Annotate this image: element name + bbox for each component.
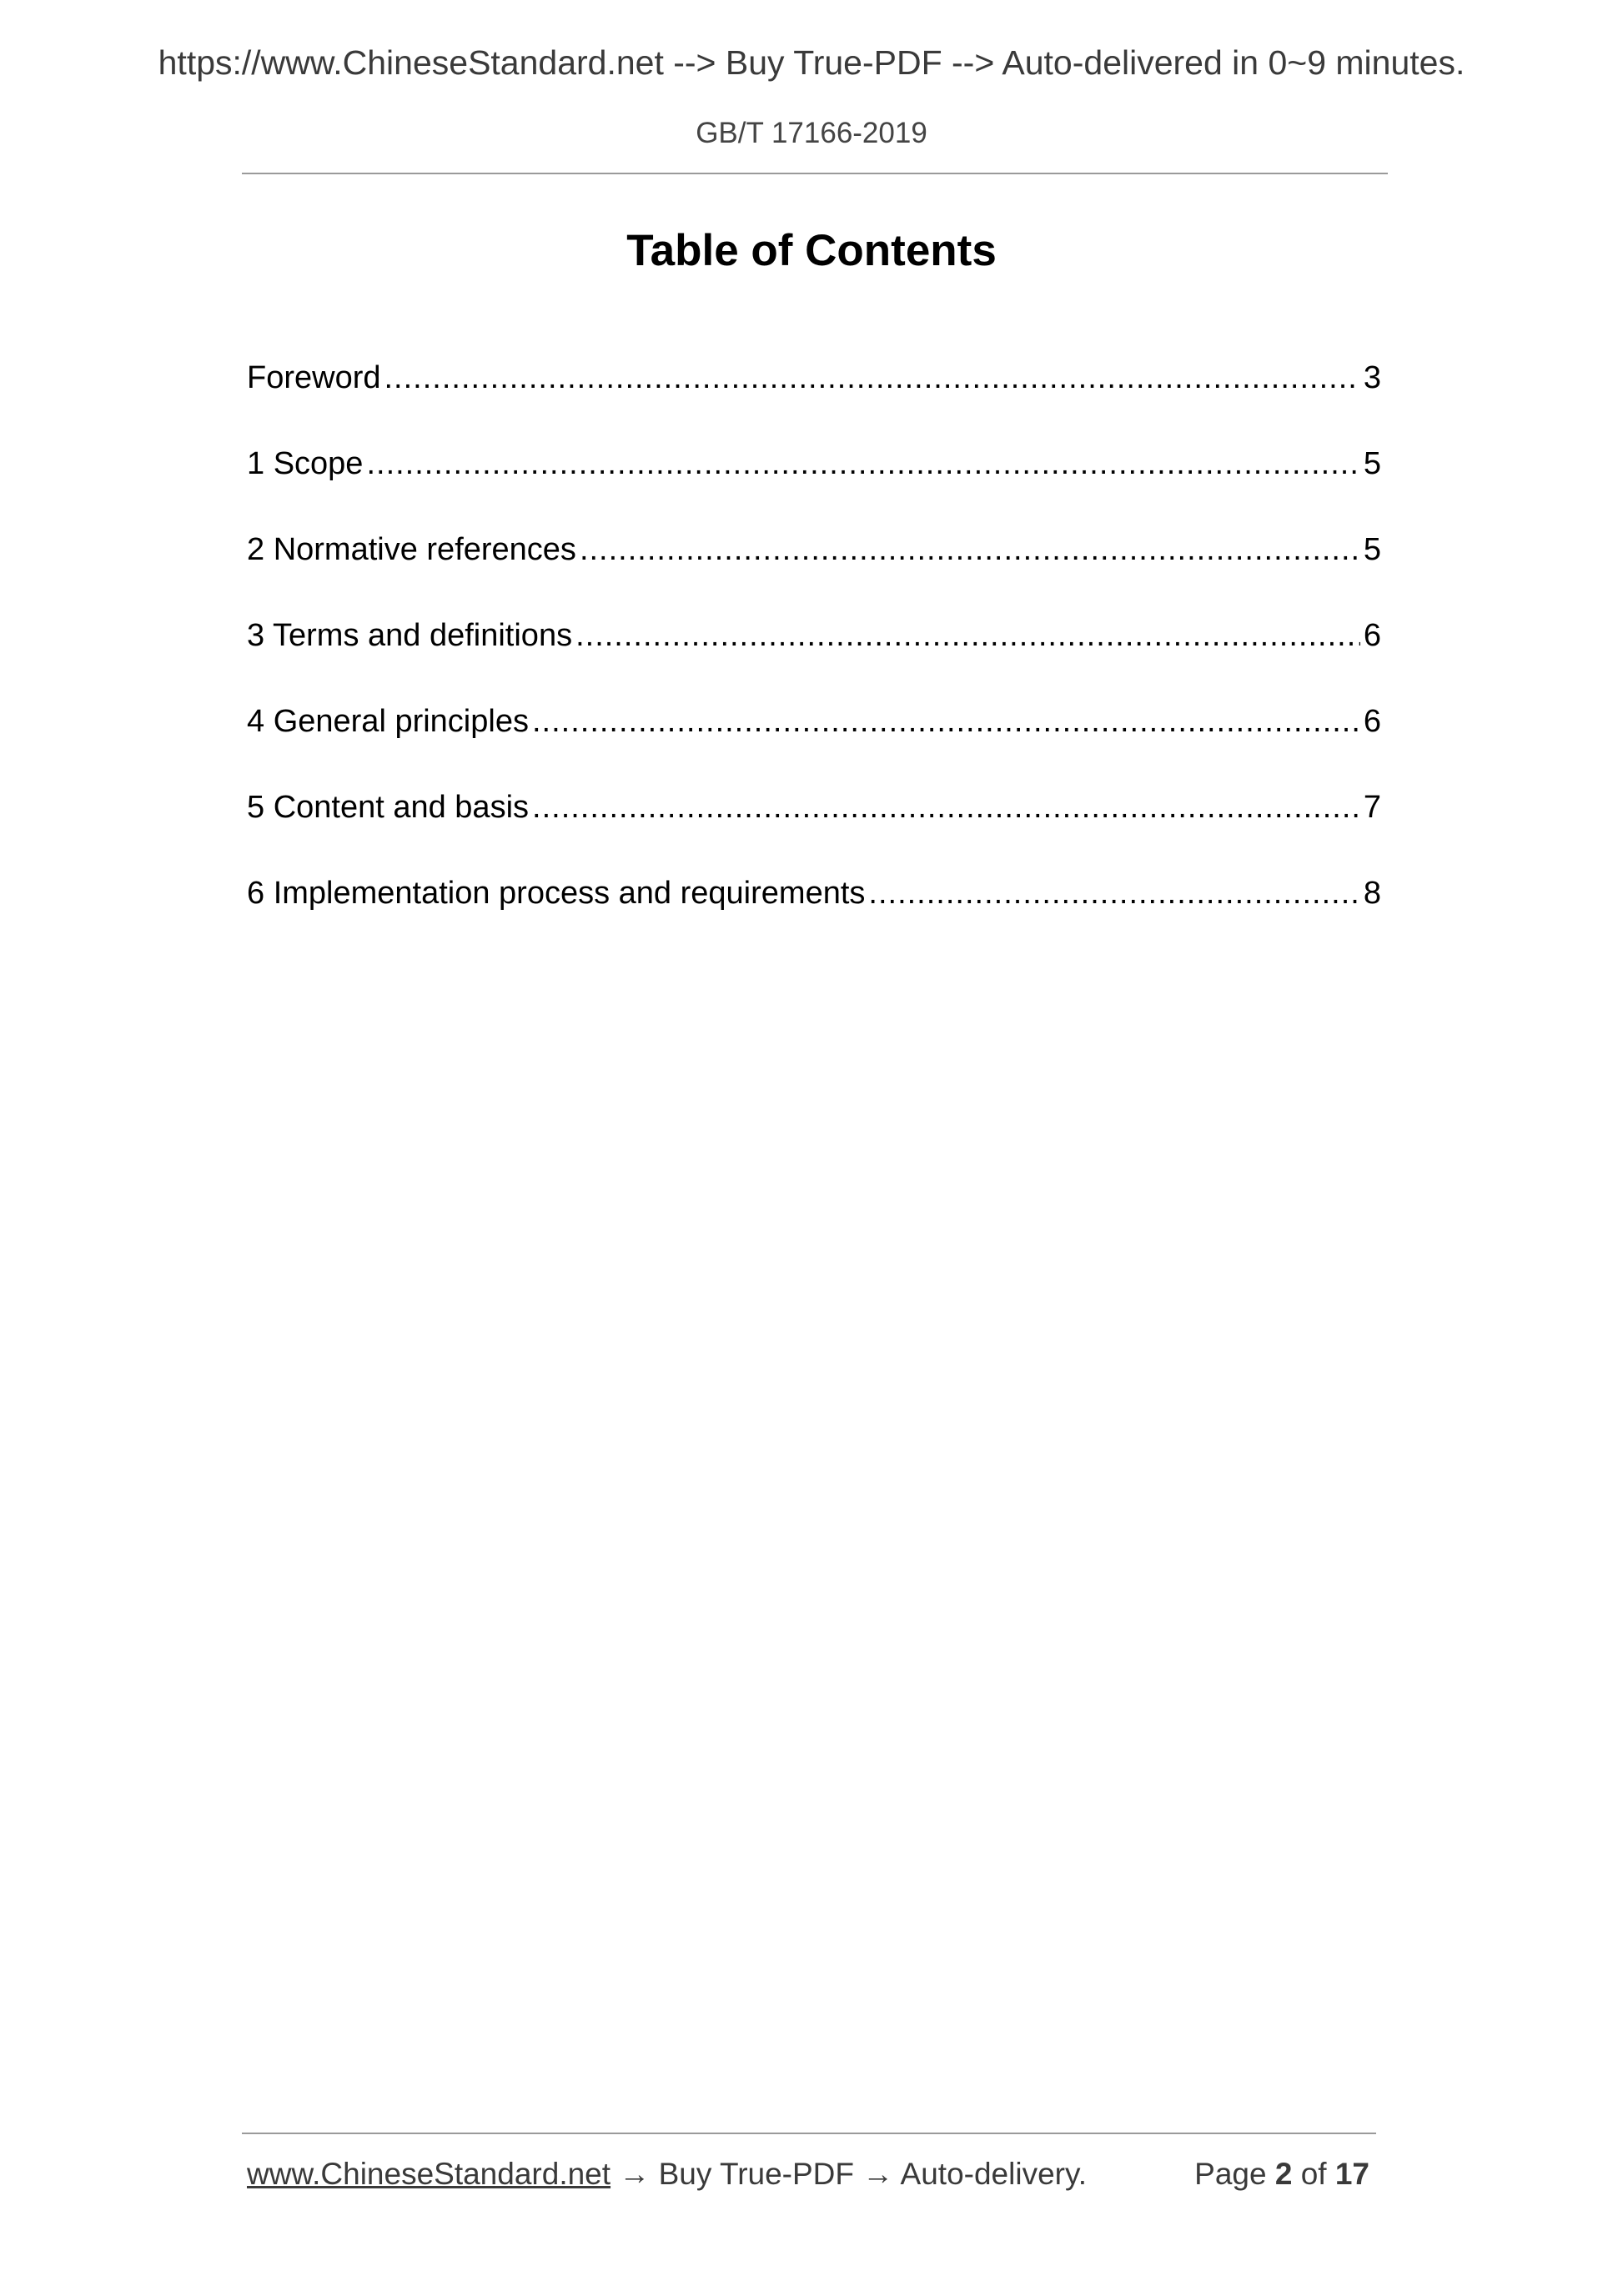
- toc-entry-terms-definitions[interactable]: [247, 615, 1381, 701]
- footer-divider: [242, 2133, 1376, 2134]
- current-page-number: 2: [1274, 2157, 1293, 2191]
- toc-entry-label: 2 Normative references: [247, 532, 576, 567]
- toc-entry-page: 5: [1363, 446, 1381, 481]
- total-pages-number: 17: [1334, 2157, 1369, 2191]
- toc-entry-label: Foreword: [247, 360, 381, 395]
- toc-leader-dots: [532, 786, 1360, 828]
- arrow-right-icon: →: [862, 2157, 894, 2191]
- toc-entry-page: 6: [1363, 704, 1381, 739]
- toc-entry-page: 8: [1363, 876, 1381, 911]
- toc-entry-content-basis[interactable]: [247, 786, 1381, 872]
- page-counter: [1194, 2157, 1369, 2192]
- toc-entry-implementation[interactable]: [247, 872, 1381, 958]
- of-label: of: [1300, 2157, 1327, 2191]
- arrow-right-icon: →: [619, 2157, 651, 2191]
- document-number: GB/T 17166-2019: [696, 117, 927, 149]
- footer-promo: [247, 2157, 1087, 2192]
- toc-leader-dots: [532, 701, 1360, 742]
- header-divider: [242, 173, 1388, 174]
- toc-entry-label: 5 Content and basis: [247, 790, 530, 825]
- toc-entry-normative-references[interactable]: [247, 529, 1381, 615]
- table-of-contents: [247, 357, 1381, 958]
- toc-entry-general-principles[interactable]: [247, 701, 1381, 786]
- toc-leader-dots: [580, 529, 1360, 570]
- page-label: Page: [1194, 2157, 1267, 2191]
- toc-entry-page: 6: [1363, 618, 1381, 653]
- toc-leader-dots: [366, 443, 1359, 485]
- footer-buy-text: Buy True-PDF: [658, 2157, 855, 2191]
- toc-entry-label: 4 General principles: [247, 704, 529, 739]
- toc-entry-label: 1 Scope: [247, 446, 364, 481]
- toc-entry-foreword[interactable]: [247, 357, 1381, 443]
- toc-entry-label: 6 Implementation process and requirements: [247, 876, 866, 911]
- toc-entry-page: 3: [1363, 360, 1381, 395]
- footer-delivery-text: Auto-delivery.: [900, 2157, 1088, 2191]
- toc-leader-dots: [384, 357, 1360, 399]
- site-banner: https://www.ChineseStandard.net --> Buy True-PDF --> Auto-delivered in 0~9 minutes.: [158, 43, 1465, 82]
- toc-entry-label: 3 Terms and definitions: [247, 618, 573, 653]
- toc-entry-scope[interactable]: [247, 443, 1381, 529]
- page-title: Table of Contents: [626, 226, 997, 275]
- toc-entry-page: 7: [1363, 790, 1381, 825]
- toc-leader-dots: [868, 872, 1359, 914]
- footer-site-link[interactable]: www.ChineseStandard.net: [247, 2157, 611, 2191]
- toc-leader-dots: [575, 615, 1360, 656]
- toc-entry-page: 5: [1363, 532, 1381, 567]
